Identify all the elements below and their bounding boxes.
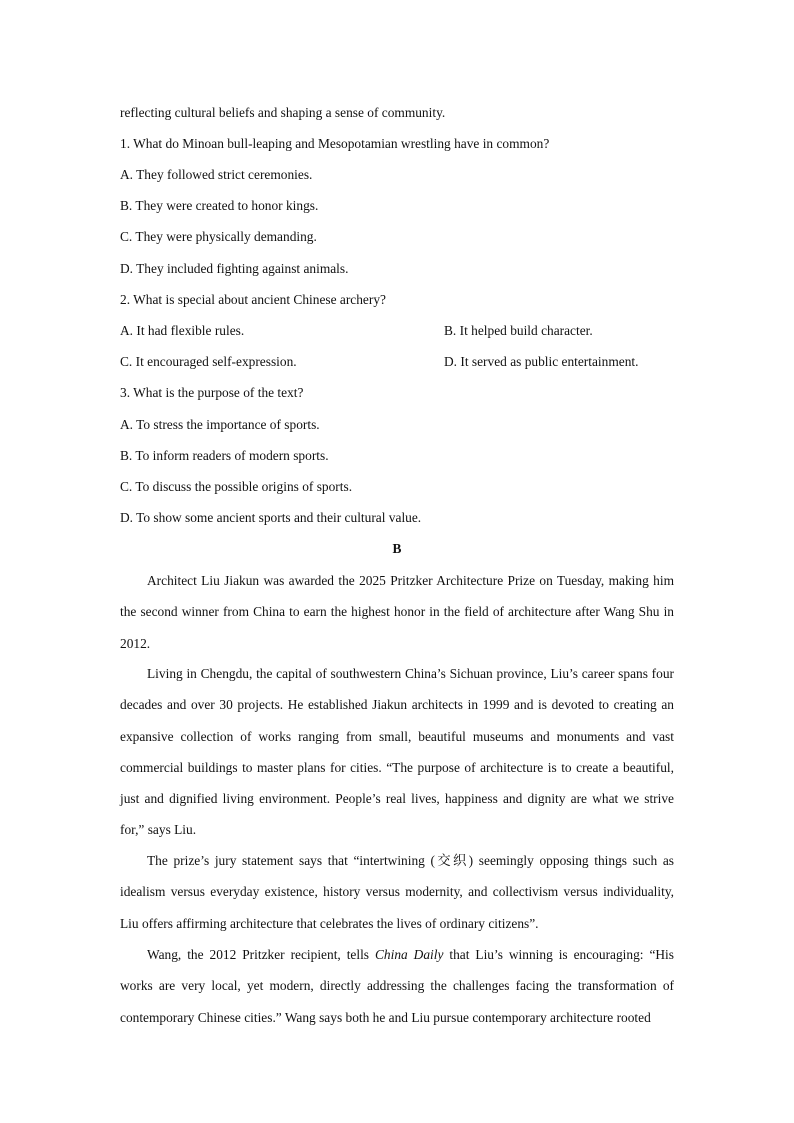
question-2-stem: 2. What is special about ancient Chinese archery? xyxy=(120,292,386,307)
question-1-stem: 1. What do Minoan bull-leaping and Mesopotamian wrestling have in common? xyxy=(120,136,550,151)
question-1-option-d: D. They included fighting against animals. xyxy=(120,261,349,276)
paragraph-4-body-text: that Liu’s winning is encouraging: “His works are very local, yet modern, directly addressing the challenges facing the transformation of contemporary Chinese cities.” Wang says both he and Liu pursue contemporary architecture rooted xyxy=(120,947,674,1025)
question-2-option-a: A. It had flexible rules. xyxy=(120,323,245,338)
section-heading-b: B xyxy=(392,541,402,556)
paragraph-4-lead-text: Wang, the 2012 Pritzker recipient, tells xyxy=(147,947,375,962)
question-2-option-b: B. It helped build character. xyxy=(444,323,593,338)
question-3-option-a: A. To stress the importance of sports. xyxy=(120,417,320,432)
passage-b-paragraph-4 xyxy=(120,939,674,1033)
passage-b-paragraph-1: Architect Liu Jiakun was awarded the 2025 Pritzker Architecture Prize on Tuesday, making him the second winner from China to earn the highest honor in the field of architecture after Wang Shu in 2012. xyxy=(120,573,674,651)
question-1-option-a: A. They followed strict ceremonies. xyxy=(120,167,313,182)
newspaper-title: China Daily xyxy=(374,947,444,962)
intro-tail-text: reflecting cultural beliefs and shaping a sense of community. xyxy=(120,105,446,120)
question-3-option-b: B. To inform readers of modern sports. xyxy=(120,448,329,463)
question-2-option-d: D. It served as public entertainment. xyxy=(444,354,639,369)
passage-b-paragraph-2: Living in Chengdu, the capital of southwestern China’s Sichuan province, Liu’s career spans four decades and over 30 projects. He established Jiakun architects in 1999 and is devoted to creating an expansive collection of works ranging from small, beautiful museums and monuments and vast commercial buildings to master plans for cities. “The purpose of architecture is to create a beautiful, just and dignified living environment. People’s real lives, happiness and dignity are what we strive for,” says Liu. xyxy=(120,666,674,838)
question-1-option-b: B. They were created to honor kings. xyxy=(120,198,319,213)
passage-b-paragraph-3: The prize’s jury statement says that “intertwining (交织) seemingly opposing things such as idealism versus everyday existence, history versus modernity, and collectivism versus individuality, Liu offers affirming architecture that celebrates the lives of ordinary citizens”. xyxy=(120,853,674,931)
question-3-option-c: C. To discuss the possible origins of sports. xyxy=(120,479,353,494)
question-3-stem: 3. What is the purpose of the text? xyxy=(120,385,304,400)
question-1-option-c: C. They were physically demanding. xyxy=(120,229,317,244)
question-2-option-c: C. It encouraged self-expression. xyxy=(120,354,297,369)
question-3-option-d: D. To show some ancient sports and their cultural value. xyxy=(120,510,422,525)
